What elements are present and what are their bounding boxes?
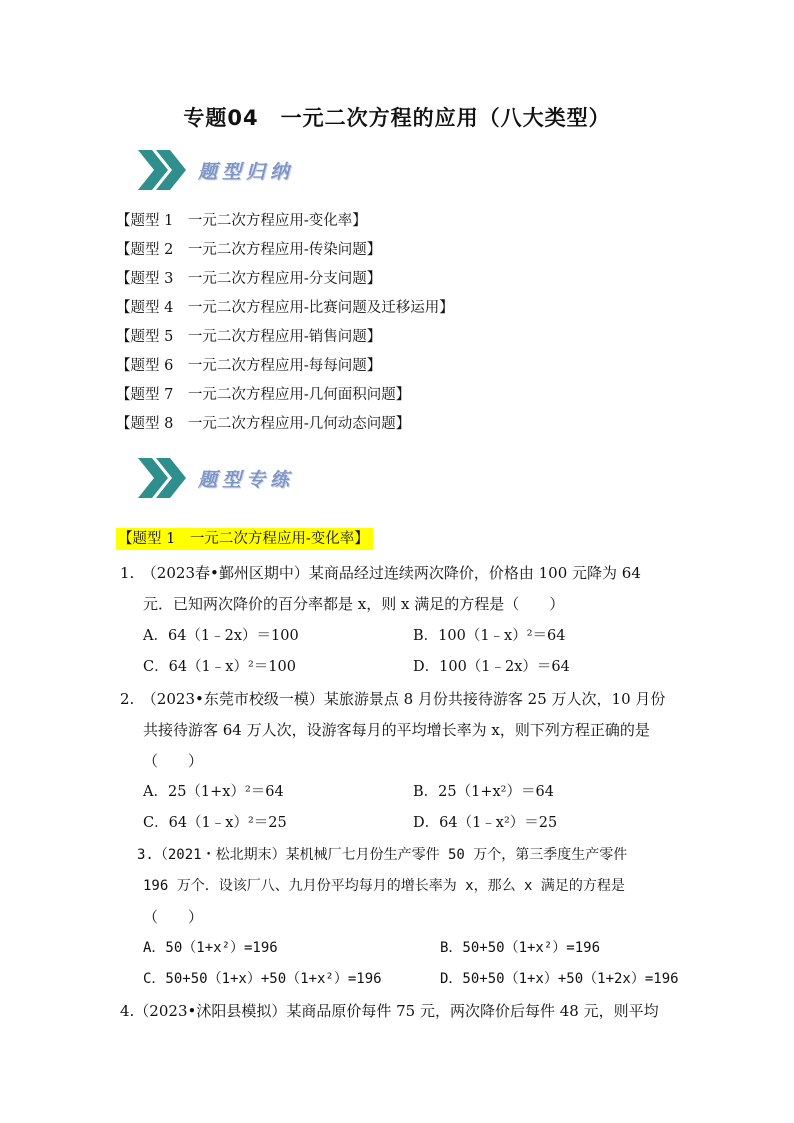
question-2-option-b: B．25（1+x²）＝64: [413, 784, 554, 800]
list-item: 【题型 8 一元二次方程应用-几何动态问题】: [116, 416, 411, 432]
list-item: 【题型 4 一元二次方程应用-比赛问题及迁移运用】: [116, 300, 454, 316]
type-list: [116, 207, 454, 439]
question-1-line-2: 元．已知两次降价的百分率都是 x，则 x 满足的方程是（ ）: [143, 595, 565, 613]
section-banner-practice: [134, 454, 294, 502]
question-3-option-a: A．50（1+x²）=196: [143, 940, 278, 956]
list-item: 【题型 5 一元二次方程应用-销售问题】: [116, 329, 382, 345]
question-1-option-c: C．64（1﹣x）²＝100: [143, 659, 296, 675]
question-1-option-b: B．100（1﹣x）²＝64: [413, 628, 566, 644]
question-1-line-1: 1. （2023春•鄞州区期中）某商品经过连续两次降价，价格由 100 元降为 64: [120, 564, 641, 582]
double-chevron-icon: [134, 146, 192, 194]
question-3-line-2: 196 万个．设该厂八、九月份平均每月的增长率为 x，那么 x 满足的方程是: [143, 878, 625, 894]
question-3-option-c: C．50+50（1+x）+50（1+x²）=196: [143, 971, 382, 987]
list-item: 【题型 6 一元二次方程应用-每每问题】: [116, 358, 382, 374]
list-item: 【题型 1 一元二次方程应用-变化率】: [116, 213, 367, 229]
question-3-line-1: 3.（2021・松北期末）某机械厂七月份生产零件 50 万个，第三季度生产零件: [137, 847, 628, 863]
question-3-option-b: B．50+50（1+x²）=196: [440, 940, 601, 956]
section-heading: 【题型 1 一元二次方程应用-变化率】: [116, 528, 373, 550]
question-2-line-1: 2. （2023•东莞市校级一模）某旅游景点 8 月份共接待游客 25 万人次，10 月份: [120, 690, 666, 708]
question-2-option-d: D．64（1﹣x²）＝25: [413, 815, 558, 831]
question-2-option-c: C．64（1﹣x）²＝25: [143, 815, 287, 831]
question-2-line-3: （ ）: [143, 752, 204, 770]
list-item: 【题型 3 一元二次方程应用-分支问题】: [116, 271, 382, 287]
page-title: 专题04 一元二次方程的应用（八大类型）: [183, 106, 611, 130]
section-banner-summary: [134, 146, 294, 194]
question-2-option-a: A．25（1+x）²＝64: [143, 784, 284, 800]
double-chevron-icon: [134, 454, 192, 502]
question-3-option-d: D．50+50（1+x）+50（1+2x）=196: [440, 971, 679, 987]
list-item: 【题型 7 一元二次方程应用-几何面积问题】: [116, 387, 411, 403]
question-1-option-a: A．64（1﹣2x）＝100: [143, 628, 299, 644]
list-item: 【题型 2 一元二次方程应用-传染问题】: [116, 242, 382, 258]
banner-title: 题型归纳: [198, 160, 295, 183]
question-3-line-3: （ ）: [143, 908, 204, 926]
question-2-line-2: 共接待游客 64 万人次，设游客每月的平均增长率为 x，则下列方程正确的是: [143, 721, 650, 739]
question-1-option-d: D．100（1﹣2x）＝64: [413, 659, 570, 675]
question-4-line-1: 4.（2023•沭阳县模拟）某商品原价每件 75 元，两次降价后每件 48 元，则平均: [120, 1002, 659, 1020]
banner-title: 题型专练: [198, 468, 295, 491]
